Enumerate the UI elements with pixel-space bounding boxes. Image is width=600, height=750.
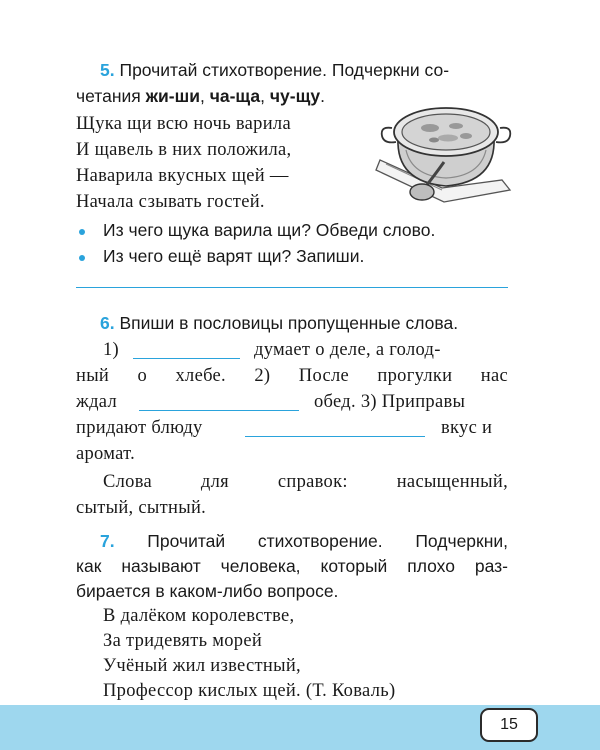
task7-instruction-text: Прочитай стихотворение. Подчеркни, [147,531,508,551]
task7-poem-line: За тридевять морей [103,631,263,651]
proverb-1-blank[interactable] [133,358,240,359]
task5-instruction-text: Прочитай стихотворение. Подчеркни со- [119,60,450,80]
proverb-text: ждал [76,392,118,412]
soup-pot-icon [372,98,512,206]
proverb-text: придают блюду [76,418,203,438]
combo-cha-shcha: ча-ща [209,86,261,106]
task7-instruction-line2: как называют человека, который плохо раз- [76,556,508,576]
combo-zhi-shi: жи-ши [145,86,200,106]
proverb-3-blank[interactable] [245,436,425,437]
reference-words-line: сытый, сытный. [76,498,207,518]
task6-instruction-text: Впиши в пословицы пропущенные слова. [119,313,459,333]
proverb-text: вкус и [441,418,493,438]
task5-instruction-line1 [100,60,505,81]
proverb-text: обед. 3) Приправы [314,392,466,412]
task6-number: 6. [100,313,115,333]
task7-instruction-line3: бирается в каком-либо вопросе. [76,581,339,601]
proverb-2-blank[interactable] [139,410,299,411]
task7-number: 7. [100,531,115,551]
task5-answer-line[interactable] [76,287,508,288]
proverb-text: аромат. [76,444,136,464]
task5-poem-line: И щавель в них положила, [76,140,292,160]
task7-poem-line: Учёный жил известный, [103,656,301,676]
task5-poem-line: Щука щи всю ночь варила [76,114,291,134]
task5-question: Из чего ещё варят щи? Запиши. [103,246,365,266]
task5-instruction-line2: четания жи-ши, ча-ща, чу-щу. [76,86,325,106]
task5-number: 5. [100,60,115,80]
task5-question: Из чего щука варила щи? Обведи слово. [103,220,436,240]
task6-instruction [100,313,458,334]
bullet-dot [79,229,85,235]
task7-poem-line: В далёком королевстве, [103,606,295,626]
task5-poem-line: Начала сзывать гостей. [76,192,265,212]
page-number: 15 [480,708,538,742]
proverb-text-line: ный о хлебе. 2) После прогулки нас [76,366,508,386]
task7-poem-line: Профессор кислых щей. (Т. Коваль) [103,681,396,701]
bullet-dot [79,255,85,261]
task7-instruction-line1 [100,531,508,552]
task5-poem-line: Наварила вкусных щей — [76,166,289,186]
proverb-1-text: думает о деле, а голод- [254,340,441,360]
proverb-1-number: 1) [103,340,120,360]
combo-chu-shchu: чу-щу [269,86,321,106]
reference-words-line: Слова для справок: насыщенный, [103,472,508,492]
